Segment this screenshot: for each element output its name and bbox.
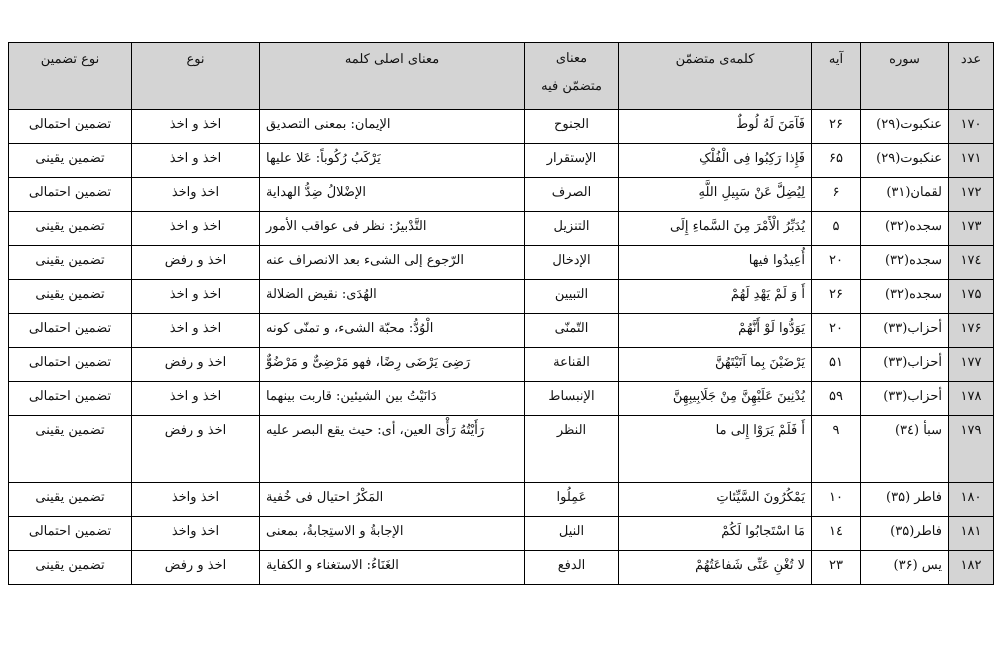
row-word: أَ فَلَمْ یَرَوْا إِلی ما xyxy=(619,416,812,483)
row-implied: الصرف xyxy=(525,178,619,212)
row-word: مَا اسْتَجابُوا لَکُمْ xyxy=(619,517,812,551)
row-type: اخذ و اخذ xyxy=(132,110,260,144)
row-type: اخذ و اخذ xyxy=(132,314,260,348)
row-type: اخذ و اخذ xyxy=(132,280,260,314)
table-row xyxy=(9,314,994,348)
header-row xyxy=(9,43,994,110)
row-original: دَانَیْتُ بین الشیئین: قاربت بینهما xyxy=(260,382,525,416)
row-number: ۱۷۱ xyxy=(949,144,994,178)
table-row xyxy=(9,551,994,585)
row-word: أَ وَ لَمْ یَهْدِ لَهُمْ xyxy=(619,280,812,314)
header-ayah: آیه xyxy=(812,43,861,110)
row-inclusion: تضمین یقینی xyxy=(9,483,132,517)
table-row xyxy=(9,416,994,483)
row-inclusion: تضمین احتمالی xyxy=(9,517,132,551)
row-number: ۱۷۵ xyxy=(949,280,994,314)
row-implied: عَمِلُوا xyxy=(525,483,619,517)
row-ayah: ۵ xyxy=(812,212,861,246)
table-wrapper xyxy=(8,42,993,585)
row-implied: التنزیل xyxy=(525,212,619,246)
row-inclusion: تضمین احتمالی xyxy=(9,178,132,212)
row-surah: سبأ (۳٤) xyxy=(861,416,949,483)
row-surah: أحزاب(۳۳) xyxy=(861,348,949,382)
row-implied: الدفع xyxy=(525,551,619,585)
row-ayah: ۱٤ xyxy=(812,517,861,551)
row-original: رَأَیْتُهُ رَأْیَ العین، أی: حیث یقع البصر علیه xyxy=(260,416,525,483)
inclusion-table xyxy=(8,42,994,585)
row-ayah: ۲۰ xyxy=(812,314,861,348)
row-implied: التّمنّی xyxy=(525,314,619,348)
row-type: اخذ واخذ xyxy=(132,483,260,517)
row-type: اخذ واخذ xyxy=(132,517,260,551)
row-ayah: ۶ xyxy=(812,178,861,212)
row-surah: سجده(۳۲) xyxy=(861,212,949,246)
row-inclusion: تضمین یقینی xyxy=(9,212,132,246)
row-inclusion: تضمین یقینی xyxy=(9,144,132,178)
table-row xyxy=(9,483,994,517)
row-number: ۱۷۲ xyxy=(949,178,994,212)
row-inclusion: تضمین یقینی xyxy=(9,416,132,483)
row-word: یَوَدُّوا لَوْ أَنَّهُمْ xyxy=(619,314,812,348)
row-original: یَرْکَبُ رُکُوباً: عَلا علیها xyxy=(260,144,525,178)
row-number: ۱۸۲ xyxy=(949,551,994,585)
row-original: رَضِیَ یَرْضَی رِضًا، فهو مَرْضِیٌّ و مَرْضُوٌّ xyxy=(260,348,525,382)
header-implied-line2: متضمّن فیه xyxy=(541,79,602,94)
row-word: أُعِیدُوا فیها xyxy=(619,246,812,280)
row-implied: النظر xyxy=(525,416,619,483)
row-ayah: ۶۵ xyxy=(812,144,861,178)
row-original: الغَنَاءُ: الاستغناء و الکفایة xyxy=(260,551,525,585)
row-type: اخذ و اخذ xyxy=(132,144,260,178)
table-row xyxy=(9,382,994,416)
row-ayah: ۱۰ xyxy=(812,483,861,517)
row-word: یُدْنِینَ عَلَیْهِنَّ مِنْ جَلَابِیبِهِنَّ xyxy=(619,382,812,416)
table-row xyxy=(9,517,994,551)
row-inclusion: تضمین یقینی xyxy=(9,280,132,314)
row-implied: التبیین xyxy=(525,280,619,314)
row-original: الإیمان: بمعنی التصدیق xyxy=(260,110,525,144)
row-surah: لقمان(۳۱) xyxy=(861,178,949,212)
row-original: الهُدَی: نقیض الضلالة xyxy=(260,280,525,314)
table-row xyxy=(9,110,994,144)
row-implied: الجنوح xyxy=(525,110,619,144)
row-surah: فاطر(۳۵) xyxy=(861,517,949,551)
header-original: معنای اصلی کلمه xyxy=(260,43,525,110)
row-surah: سجده(۳۲) xyxy=(861,246,949,280)
table-row xyxy=(9,246,994,280)
table-row xyxy=(9,178,994,212)
row-number: ۱۷۶ xyxy=(949,314,994,348)
row-word: یُدَبِّرُ الْأَمْرَ مِنَ السَّماءِ إِلَی xyxy=(619,212,812,246)
row-inclusion: تضمین احتمالی xyxy=(9,110,132,144)
table-row xyxy=(9,212,994,246)
header-type: نوع xyxy=(132,43,260,110)
row-number: ۱۷۰ xyxy=(949,110,994,144)
row-inclusion: تضمین احتمالی xyxy=(9,348,132,382)
row-original: الإضْلالُ ضِدُّ الهدایة xyxy=(260,178,525,212)
header-word: کلمه‌ی متضمّن xyxy=(619,43,812,110)
row-ayah: ۲۶ xyxy=(812,110,861,144)
row-number: ۱۷۳ xyxy=(949,212,994,246)
row-inclusion: تضمین یقینی xyxy=(9,246,132,280)
table-row xyxy=(9,280,994,314)
row-word: فَآمَنَ لَهُ لُوطٌ xyxy=(619,110,812,144)
row-word: لا تُغْنِ عَنِّی شَفاعَتُهُمْ xyxy=(619,551,812,585)
row-surah: فاطر (۳۵) xyxy=(861,483,949,517)
row-inclusion: تضمین یقینی xyxy=(9,551,132,585)
table-row xyxy=(9,144,994,178)
row-number: ۱۷٤ xyxy=(949,246,994,280)
row-ayah: ۹ xyxy=(812,416,861,483)
row-original: التَّدْبیرُ: نظر فی عواقب الأمور xyxy=(260,212,525,246)
row-type: اخذ و رفض xyxy=(132,416,260,483)
row-word: یَمْکُرُونَ السَّیِّئاتِ xyxy=(619,483,812,517)
row-surah: عنکبوت(۲۹) xyxy=(861,110,949,144)
header-inclusion: نوع تضمین xyxy=(9,43,132,110)
row-implied: الإدخال xyxy=(525,246,619,280)
row-type: اخذ و اخذ xyxy=(132,382,260,416)
row-implied: القناعة xyxy=(525,348,619,382)
header-implied xyxy=(525,43,619,110)
row-ayah: ۲۳ xyxy=(812,551,861,585)
row-ayah: ۲۰ xyxy=(812,246,861,280)
row-implied: الإنبساط xyxy=(525,382,619,416)
table-row xyxy=(9,348,994,382)
header-surah: سوره xyxy=(861,43,949,110)
row-number: ۱۷۷ xyxy=(949,348,994,382)
header-number: عدد xyxy=(949,43,994,110)
row-inclusion: تضمین احتمالی xyxy=(9,314,132,348)
row-word: فَإِذا رَکِبُوا فِی الْفُلْکِ xyxy=(619,144,812,178)
row-original: الإجابةُ و الاستِجابةُ، بمعنی xyxy=(260,517,525,551)
row-number: ۱۷۹ xyxy=(949,416,994,483)
row-surah: أحزاب(۳۳) xyxy=(861,314,949,348)
row-inclusion: تضمین احتمالی xyxy=(9,382,132,416)
row-type: اخذ واخذ xyxy=(132,178,260,212)
row-number: ۱۸۱ xyxy=(949,517,994,551)
row-ayah: ۲۶ xyxy=(812,280,861,314)
row-type: اخذ و اخذ xyxy=(132,212,260,246)
row-type: اخذ و رفض xyxy=(132,551,260,585)
row-surah: أحزاب(۳۳) xyxy=(861,382,949,416)
table-body xyxy=(9,110,994,585)
row-word: یَرْضَیْنَ بِما آتَیْتَهُنَّ xyxy=(619,348,812,382)
row-implied: الإستقرار xyxy=(525,144,619,178)
row-surah: یس (۳۶) xyxy=(861,551,949,585)
row-surah: سجده(۳۲) xyxy=(861,280,949,314)
row-original: المَکْرُ احتیال فی خُفیة xyxy=(260,483,525,517)
row-ayah: ۵۹ xyxy=(812,382,861,416)
row-surah: عنکبوت(۲۹) xyxy=(861,144,949,178)
row-number: ۱۷۸ xyxy=(949,382,994,416)
row-original: الْوُدُّ: محبّة الشیء، و تمنّی کونه xyxy=(260,314,525,348)
row-implied: النیل xyxy=(525,517,619,551)
row-type: اخذ و رفض xyxy=(132,246,260,280)
row-original: الرّجوع إلی الشیء بعد الانصراف عنه xyxy=(260,246,525,280)
row-number: ۱۸۰ xyxy=(949,483,994,517)
header-implied-line1: معنای xyxy=(555,51,588,66)
row-ayah: ۵۱ xyxy=(812,348,861,382)
row-type: اخذ و رفض xyxy=(132,348,260,382)
row-word: لِیُضِلَّ عَنْ سَبِیلِ اللَّهِ xyxy=(619,178,812,212)
